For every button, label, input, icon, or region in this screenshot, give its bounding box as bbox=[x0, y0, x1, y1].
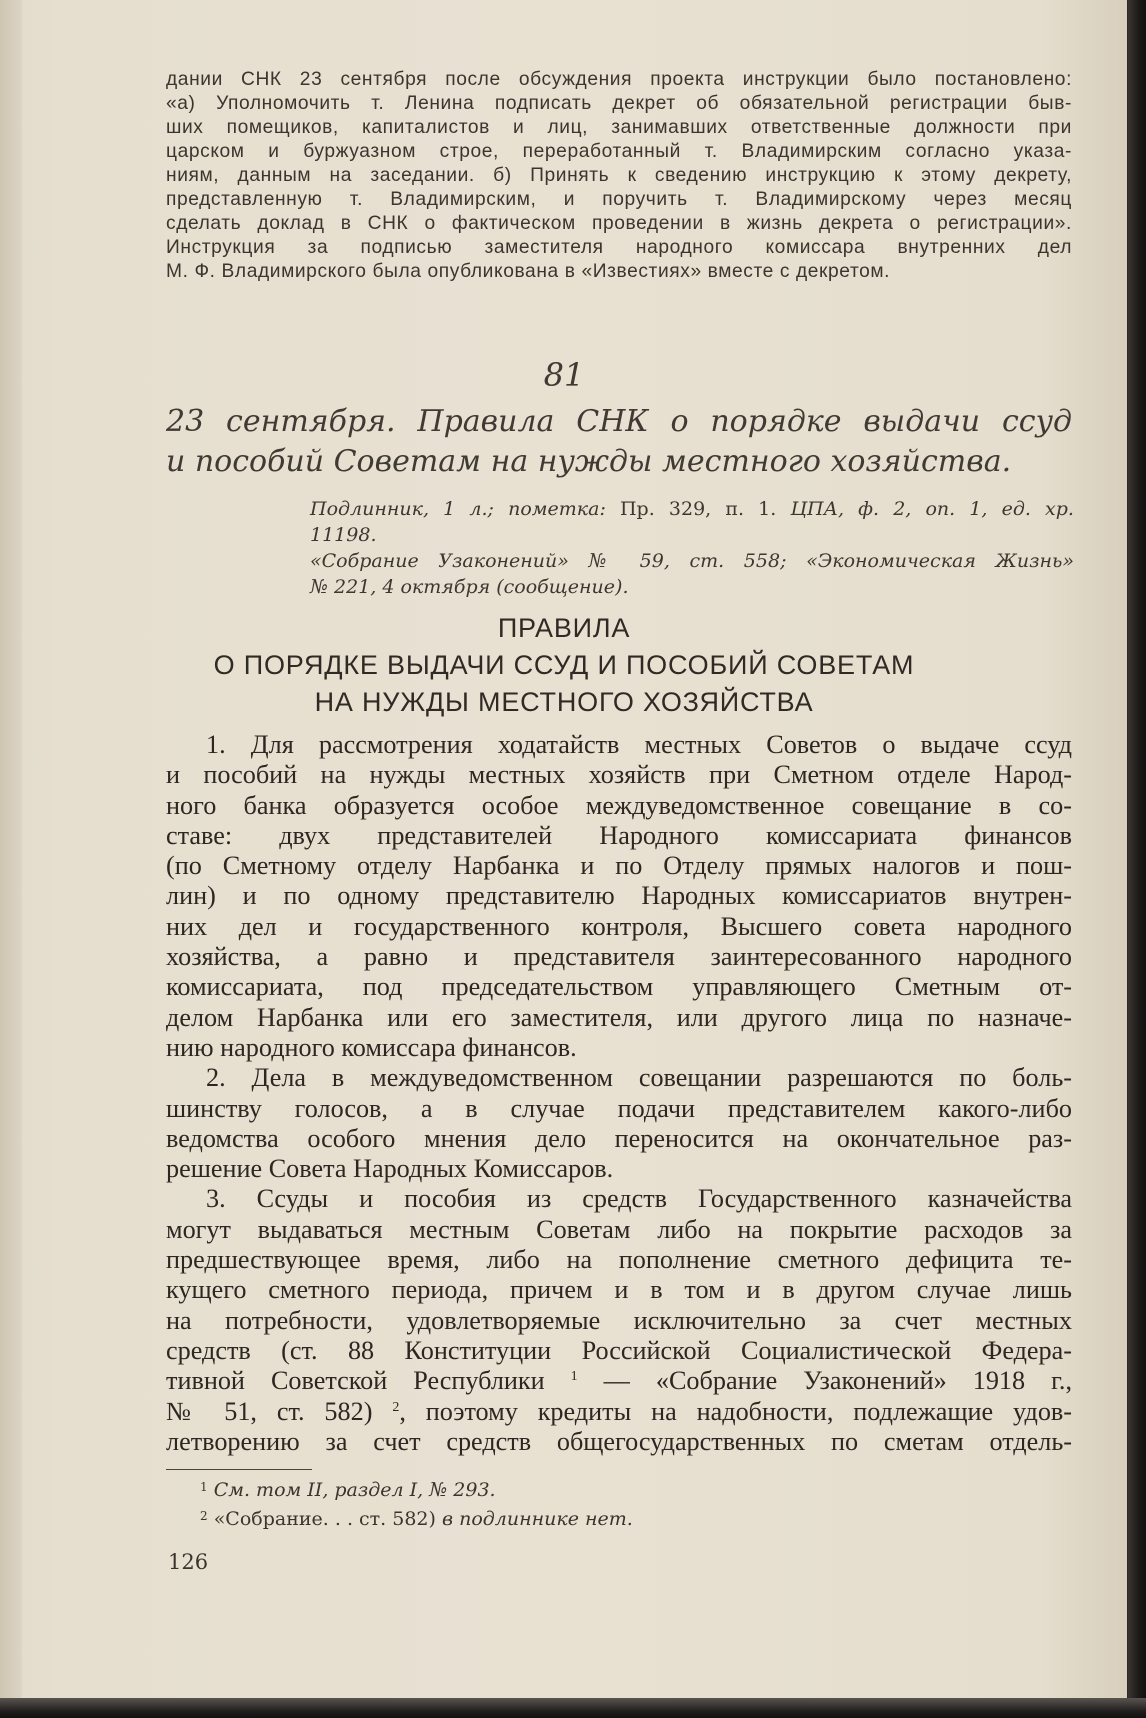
continuation-paragraph bbox=[166, 68, 1072, 284]
body-line: делом Нарбанка или его заместителя, или другого лица по назначе- bbox=[166, 1002, 1072, 1032]
body-fragment: , поэтому кредиты на надобности, подлежащие удов- bbox=[399, 1396, 1073, 1426]
body-line: ного банка образуется особое междуведомственное совещание в со- bbox=[166, 790, 1072, 820]
body-line: хозяйства, а равно и представителя заинтересованного народного bbox=[166, 942, 1072, 972]
book-bottom-edge bbox=[0, 1698, 1146, 1718]
footnote-mark: 1 bbox=[200, 1480, 208, 1494]
body-line: 3. Ссуды и пособия из средств Государственного казначейства bbox=[206, 1184, 1072, 1214]
heading-line: НА НУЖДЫ МЕСТНОГО ХОЗЯЙСТВА bbox=[314, 687, 814, 717]
footnote-ref: 2 bbox=[392, 1399, 400, 1415]
footnote-mark: 2 bbox=[200, 1509, 208, 1523]
text-line: Инструкция за подписью заместителя народного комиссара внутренних дел bbox=[166, 237, 1072, 258]
title-line: и пособий Советам на нужды местного хозяйства. bbox=[166, 444, 1012, 479]
text-line: ших помещиков, капиталистов и лиц, занимавших ответственные должности при bbox=[166, 117, 1072, 138]
source-line: 11198. bbox=[310, 524, 377, 546]
source-italic: Подлинник, 1 л.; пометка: bbox=[310, 498, 606, 520]
body-line: летворению за счет средств общегосударственных по сметам отдель- bbox=[166, 1426, 1072, 1456]
text-line: сделать доклад в СНК о фактическом проведении в жизнь декрета о регистрации». bbox=[166, 213, 1072, 234]
body-line: лин) и по одному представителю Народных комиссариатов внутрен- bbox=[166, 881, 1072, 911]
body-fragment: № 51, ст. 582) bbox=[166, 1396, 373, 1426]
body-line: 2. Дела в междуведомственном совещании разрешаются по боль- bbox=[206, 1063, 1072, 1093]
body-fragment: тивной Советской Республики bbox=[166, 1366, 545, 1396]
footnotes bbox=[200, 1474, 1060, 1532]
heading-line: ПРАВИЛА bbox=[497, 613, 631, 643]
body-line: ставе: двух представителей Народного комиссариата финансов bbox=[166, 820, 1072, 850]
body-line: нию народного комиссара финансов. bbox=[166, 1032, 577, 1062]
heading-line: О ПОРЯДКЕ ВЫДАЧИ ССУД И ПОСОБИЙ СОВЕТАМ bbox=[213, 650, 915, 680]
text-line: царском и буржуазном строе, переработанный т. Владимирским согласно указа- bbox=[166, 141, 1072, 162]
body-line: шинству голосов, а в случае подачи представителем какого-либо bbox=[166, 1093, 1072, 1123]
body-line: и пособий на нужды местных хозяйств при Сметном отделе Народ- bbox=[166, 760, 1072, 790]
source-reference bbox=[310, 496, 1074, 600]
title-line: 23 сентября. Правила СНК о порядке выдачи ссуд bbox=[166, 404, 1072, 439]
source-line: № 221, 4 октября (сообщение). bbox=[310, 576, 629, 598]
text-line: представленную т. Владимирским, и поручить т. Владимирскому через месяц bbox=[166, 189, 1072, 210]
body-line bbox=[166, 1366, 1072, 1396]
footnote-1 bbox=[200, 1474, 1060, 1503]
body-fragment: — «Собрание Узаконений» 1918 г., bbox=[603, 1366, 1072, 1396]
body-line: 1. Для рассмотрения ходатайств местных Советов о выдаче ссуд bbox=[206, 730, 1072, 759]
body-line: комиссариата, под председательством управляющего Сметным от- bbox=[166, 972, 1072, 1002]
source-italic-end: ЦПА, ф. 2, оп. 1, ед. хр. bbox=[790, 498, 1074, 520]
body-line: могут выдаваться местным Советам либо на покрытие расходов за bbox=[166, 1214, 1072, 1244]
footnote-text: См. том II, раздел I, № 293. bbox=[213, 1479, 496, 1501]
body-line: них дел и государственного контроля, Высшего совета народного bbox=[166, 911, 1072, 941]
page-gutter-shadow bbox=[0, 0, 22, 1700]
rules-heading bbox=[0, 610, 1128, 721]
body-line: предшествующее время, либо на пополнение сметного дефицита те- bbox=[166, 1245, 1072, 1275]
body-line bbox=[166, 1397, 1072, 1427]
text-line: дании СНК 23 сентября после обсуждения проекта инструкции было постановлено: bbox=[166, 69, 1072, 90]
body-line: (по Сметному отделу Нарбанка и по Отделу прямых налогов и пош- bbox=[166, 851, 1072, 881]
source-line: «Собрание Узаконений» № 59, ст. 558; «Экономическая Жизнь» bbox=[310, 550, 1074, 572]
footnote-ref: 1 bbox=[570, 1369, 578, 1385]
footnote-text: «Собрание. . . ст. 582) bbox=[213, 1508, 436, 1530]
document-title bbox=[166, 402, 1072, 482]
text-line: ниям, данным на заседании. б) Принять к сведению инструкцию к этому декрету, bbox=[166, 165, 1072, 186]
footnote-2 bbox=[200, 1503, 1060, 1532]
body-line: на потребности, удовлетворяемые исключительно за счет местных bbox=[166, 1305, 1072, 1335]
body-line: средств (ст. 88 Конституции Российской Социалистической Федера- bbox=[166, 1335, 1072, 1365]
body-line: кущего сметного периода, причем и в том и в другом случае лишь bbox=[166, 1275, 1072, 1305]
footnote-text-italic: в подлиннике нет. bbox=[441, 1508, 633, 1530]
source-line bbox=[310, 496, 1074, 522]
rules-body bbox=[166, 730, 1072, 1457]
book-right-edge bbox=[1128, 0, 1146, 1718]
text-line: М. Ф. Владимирского была опубликована в «Известиях» вместе с декретом. bbox=[166, 261, 891, 282]
body-line: решение Совета Народных Комиссаров. bbox=[166, 1154, 614, 1184]
source-upright: Пр. 329, п. 1. bbox=[619, 498, 777, 520]
text-line: «а) Уполномочить т. Ленина подписать декрет об обязательной регистрации быв- bbox=[166, 93, 1072, 114]
body-line: ведомства особого мнения дело переносится на окончательное раз- bbox=[166, 1123, 1072, 1153]
document-number: 81 bbox=[543, 356, 585, 394]
footnote-divider bbox=[166, 1469, 312, 1470]
page-number: 126 bbox=[168, 1550, 209, 1574]
